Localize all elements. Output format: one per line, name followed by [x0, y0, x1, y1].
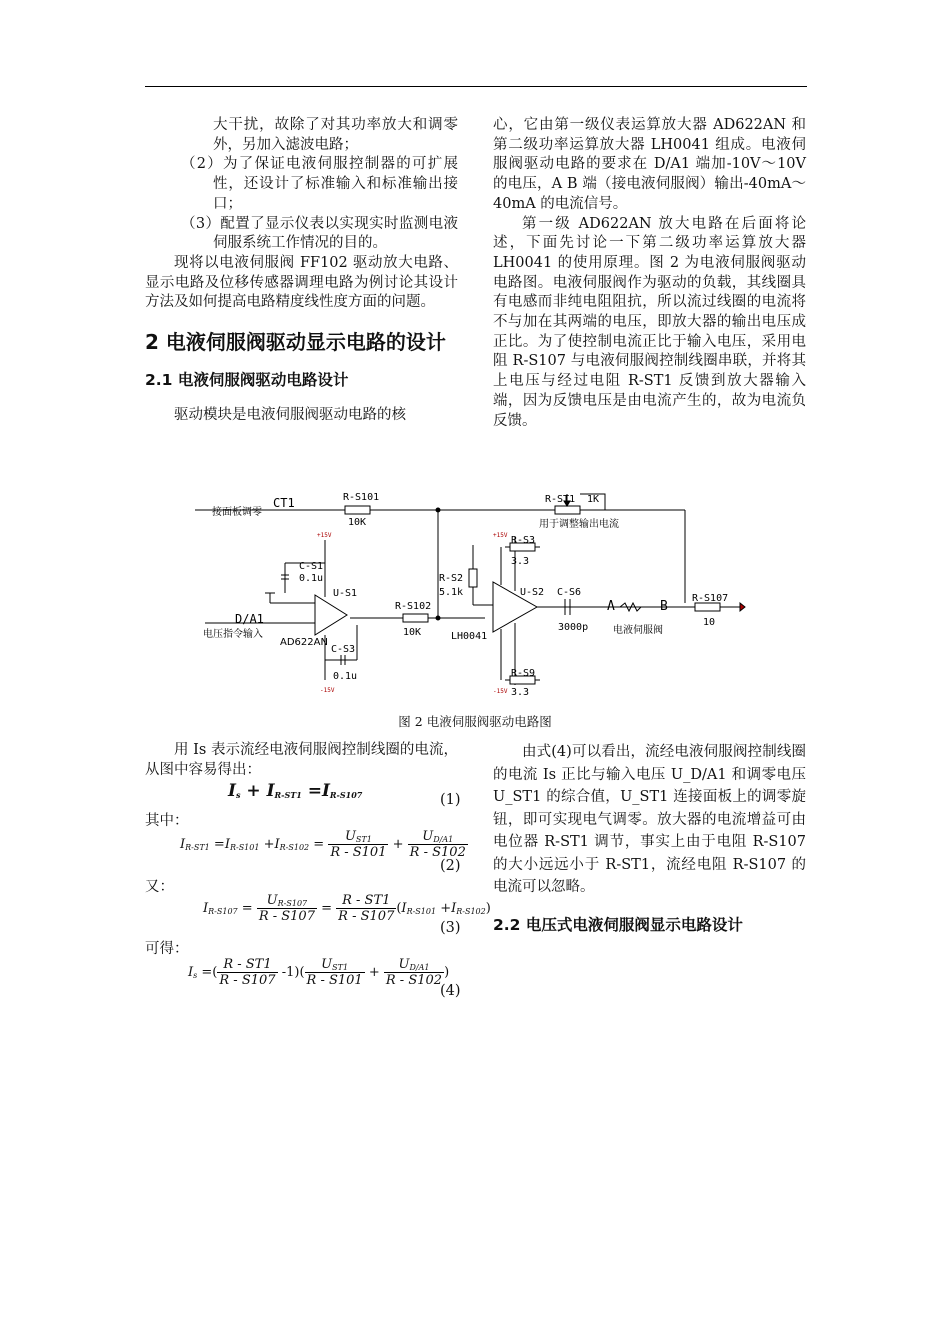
- label-lh0041: LH0041: [451, 631, 488, 642]
- paragraph: 用 Is 表示流经电液伺服阀控制线圈的电流，从图中容易得出：: [145, 742, 458, 778]
- label-ad622: AD622AN: [280, 637, 328, 648]
- label-51k: 5.1k: [439, 587, 464, 598]
- hence-label: 可得：: [145, 941, 189, 957]
- label-10k-b: 10K: [403, 627, 422, 638]
- label-cs6: C-S6: [557, 587, 582, 598]
- paragraph: 驱动模块是电液伺服阀驱动电路的核: [174, 407, 406, 424]
- label-vin: 电压指令输入: [203, 629, 263, 640]
- label-cs1: C-S1: [299, 561, 324, 572]
- label-p15b: +15V: [493, 532, 508, 539]
- label-cs3: C-S3: [331, 644, 356, 655]
- equation-2: $I_{R-ST1} =I_{R-S101} +I_{R-S102}$ = $\frac{U_{ST1}}{R - S101}$ + $\frac{U_{D/A1}}{R - S102}$: [180, 829, 466, 860]
- equation-number-1: (1): [440, 792, 461, 808]
- equation-number-4: (4): [440, 983, 461, 999]
- equation-3: $I_{R-S107}$ = $\frac{U_{R-S107}}{R - S107}$ = $\frac{R - ST1}{R - S107}$ $(I_{R-S101} +I_{R-S102})$: [203, 893, 491, 924]
- list-item-tail: 大干扰，故除了对其功率放大和调零外，另加入滤波电路；: [213, 117, 458, 153]
- label-valve: 电液伺服阀: [613, 625, 663, 636]
- equation-number-3: (3): [440, 920, 461, 936]
- label-rs9: R-S9: [511, 668, 536, 679]
- label-33b: 3.3: [511, 687, 530, 698]
- section-heading: 2 电液伺服阀驱动显示电路的设计: [145, 330, 446, 355]
- label-b: B: [660, 599, 668, 614]
- label-m15a: -15V: [320, 687, 335, 694]
- label-a: A: [607, 599, 615, 614]
- label-rs101: R-S101: [343, 492, 380, 503]
- label-01u-a: 0.1u: [299, 573, 324, 584]
- paragraph: 心，它由第一级仪表运算放大器 AD622AN 和第二级功率运算放大器 LH0041 组成。电液伺服阀驱动电路的要求在 D/A1 端加-10V～10V 的电压，A B 端（接电液伺服阀）输出-40mA～40mA 的电流信号。: [493, 117, 806, 212]
- label-3000p: 3000p: [558, 622, 589, 633]
- label-da1: D/A1: [235, 612, 264, 626]
- equation-4: $I_s$ =( $\frac{R - ST1}{R - S107}$ -1)( $\frac{U_{ST1}}{R - S101}$ + $\frac{U_{D/A1}}{R - S102}$ ): [188, 957, 450, 988]
- label-us1: U-S1: [333, 588, 358, 599]
- label-p15a: +15V: [317, 532, 332, 539]
- label-1k: 1K: [587, 494, 600, 505]
- also-label: 又：: [145, 879, 174, 895]
- list-item-3: （3）配置了显示仪表以实现实时监测电液伺服系统工作情况的目的。: [181, 215, 458, 252]
- label-rs107: R-S107: [692, 593, 729, 604]
- label-adjust: 用于调整输出电流: [539, 519, 619, 530]
- label-rs102: R-S102: [395, 601, 432, 612]
- where-label: 其中：: [145, 813, 189, 829]
- label-01u-b: 0.1u: [333, 671, 358, 682]
- paragraph: 由式(4)可以看出，流经电液伺服阀控制线圈的电流 Is 正比与输入电压 U_D/A1 和调零电压 U_ST1 的综合值，U_ST1 连接面板上的调零旋钮，即可实现电气调零。放大器的电流增益可由电位器 R-ST1 调节，事实上由于电阻 R-S107 的大小远远小于 R-ST1，流经电阻 R-S107 的电流可以忽略。: [493, 744, 806, 895]
- label-rs2: R-S2: [439, 573, 464, 584]
- left-column: [145, 116, 458, 426]
- equation-number-2: (2): [440, 858, 461, 874]
- subsection-heading: 2.2 电压式电液伺服阀显示电路设计: [493, 915, 743, 934]
- label-10k-a: 10K: [348, 517, 367, 528]
- label-m15b: -15V: [493, 688, 508, 695]
- lower-left-column: [145, 741, 458, 780]
- equation-1: $I_s + I_{R-ST1} =I_{R-S107}$: [228, 781, 363, 801]
- figure-caption: 图 2 电液伺服阀驱动电路图: [398, 714, 552, 729]
- label-panel-zero: 接面板调零: [212, 507, 262, 518]
- subsection-heading: 2.1 电液伺服阀驱动电路设计: [145, 371, 349, 390]
- circuit-diagram: [195, 485, 755, 710]
- label-10: 10: [703, 617, 716, 628]
- label-us2: U-S2: [520, 587, 545, 598]
- paragraph: 现将以电液伺服阀 FF102 驱动放大电路、显示电路及位移传感器调理电路为例讨论其设计方法及如何提高电路精度线性度方面的问题。: [145, 254, 458, 311]
- list-item-2: （2）为了保证电液伺服控制器的可扩展性，还设计了标准输入和标准输出接口；: [181, 156, 458, 212]
- right-column: [493, 116, 806, 431]
- label-33a: 3.3: [511, 556, 530, 567]
- lower-right-column: [493, 741, 806, 935]
- paragraph: 第一级 AD622AN 放大电路在后面将论述，下面先讨论一下第二级功率运算放大器 LH0041 的使用原理。图 2 为电液伺服阀驱动电路图。电液伺服阀作为驱动的负载，其线圈具有电感而非纯电阻阻抗，所以流过线圈的电流将不与加在其两端的电压，即放大器的输出电压成正比。为了使控制电流正比于输入电压，采用电阻 R-S107 与电液伺服阀控制线圈串联，并将其上电压与经过电阻 R-ST1 反馈到放大器输入端，因为反馈电压是由电流产生的，故为电流负反馈。: [493, 215, 806, 429]
- label-ct1: CT1: [273, 496, 295, 510]
- label-rs3: R-S3: [511, 535, 536, 546]
- header-rule: [145, 86, 807, 87]
- label-rst1: R-ST1: [545, 494, 576, 505]
